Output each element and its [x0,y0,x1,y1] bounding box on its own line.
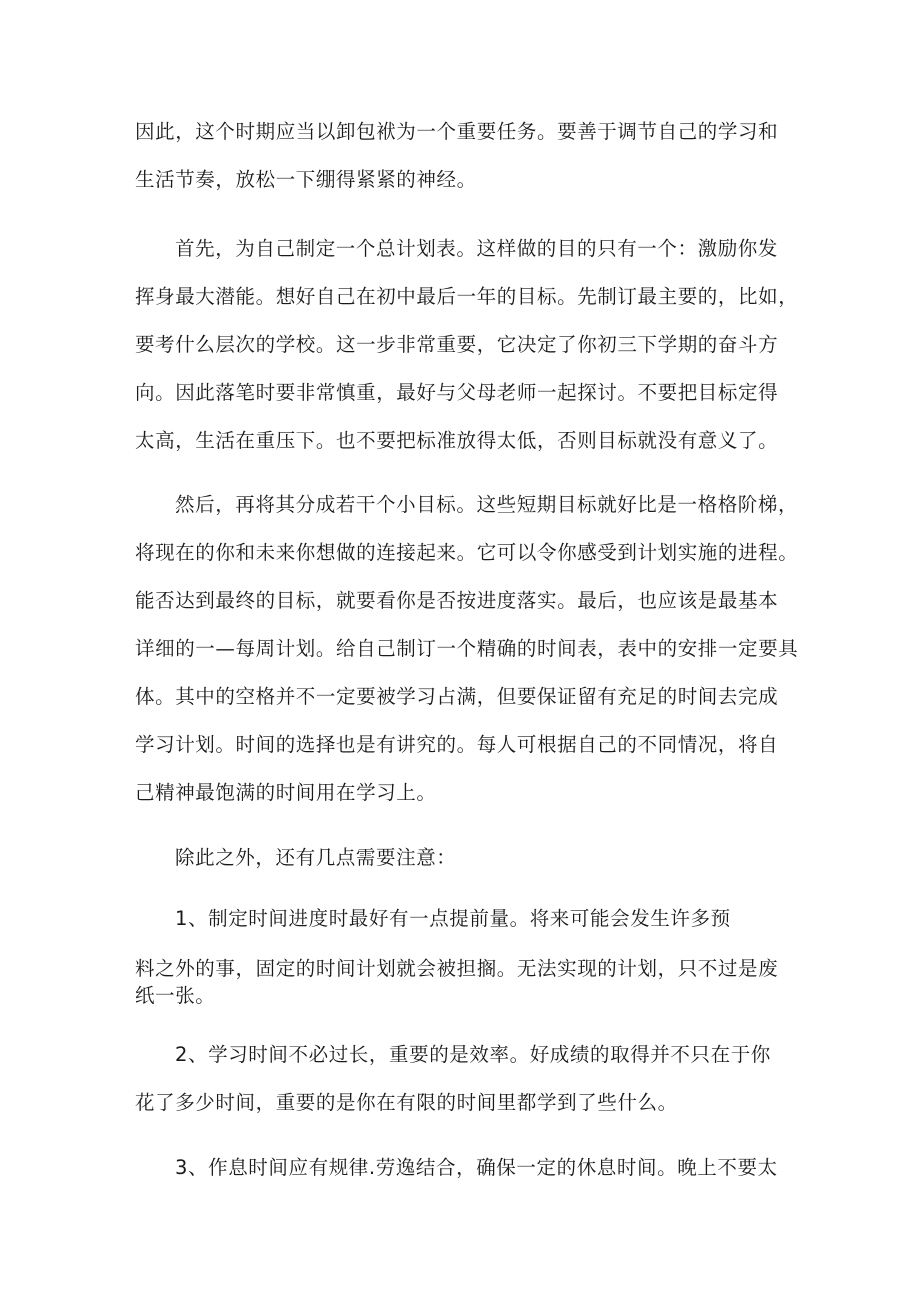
text-line: 花了多少时间，重要的是你在有限的时间里都学到了些什么。 [135,1091,678,1114]
text-line: 然后，再将其分成若干个小目标。这些短期目标就好比是一格格阶梯， [175,493,799,516]
text-line: 首先，为自己制定一个总计划表。这样做的目的只有一个：激励你发 [175,237,779,260]
text-line: 详细的一—每周计划。给自己制订一个精确的时间表，表中的安排一定要具 [135,637,799,660]
text-line: 生活节奏，放松一下绷得紧紧的神经。 [135,168,477,191]
text-line: 太高，生活在重压下。也不要把标准放得太低，否则目标就没有意义了。 [135,429,779,452]
text-line: 1、制定时间进度时最好有一点提前量。将来可能会发生许多预 [175,907,731,930]
text-line: 除此之外，还有几点需要注意： [175,846,457,869]
text-line: 3、作息时间应有规律.劳逸结合，确保一定的休息时间。晚上不要太 [175,1156,778,1179]
text-line: 纸一张。 [135,984,216,1007]
text-line: 因此，这个时期应当以卸包袱为一个重要任务。要善于调节自己的学习和 [135,120,779,143]
text-line: 体。其中的空格并不一定要被学习占满，但要保证留有充足的时间去完成 [135,685,779,708]
text-line: 己精神最饱满的时间用在学习上。 [135,781,437,804]
text-line: 将现在的你和未来你想做的连接起来。它可以令你感受到计划实施的进程。 [135,541,799,564]
text-line: 挥身最大潜能。想好自己在初中最后一年的目标。先制订最主要的，比如， [135,285,799,308]
text-line: 学习计划。时间的选择也是有讲究的。每人可根据自己的不同情况，将自 [135,733,779,756]
text-line: 料之外的事，固定的时间计划就会被担搁。无法实现的计划，只不过是废 [135,957,779,980]
text-line: 2、学习时间不必过长，重要的是效率。好成绩的取得并不只在于你 [175,1043,771,1066]
text-line: 能否达到最终的目标，就要看你是否按进度落实。最后，也应该是最基本 [135,589,779,612]
text-line: 向。因此落笔时要非常慎重，最好与父母老师一起探讨。不要把目标定得 [135,381,779,404]
text-line: 要考什么层次的学校。这一步非常重要，它决定了你初三下学期的奋斗方 [135,333,779,356]
